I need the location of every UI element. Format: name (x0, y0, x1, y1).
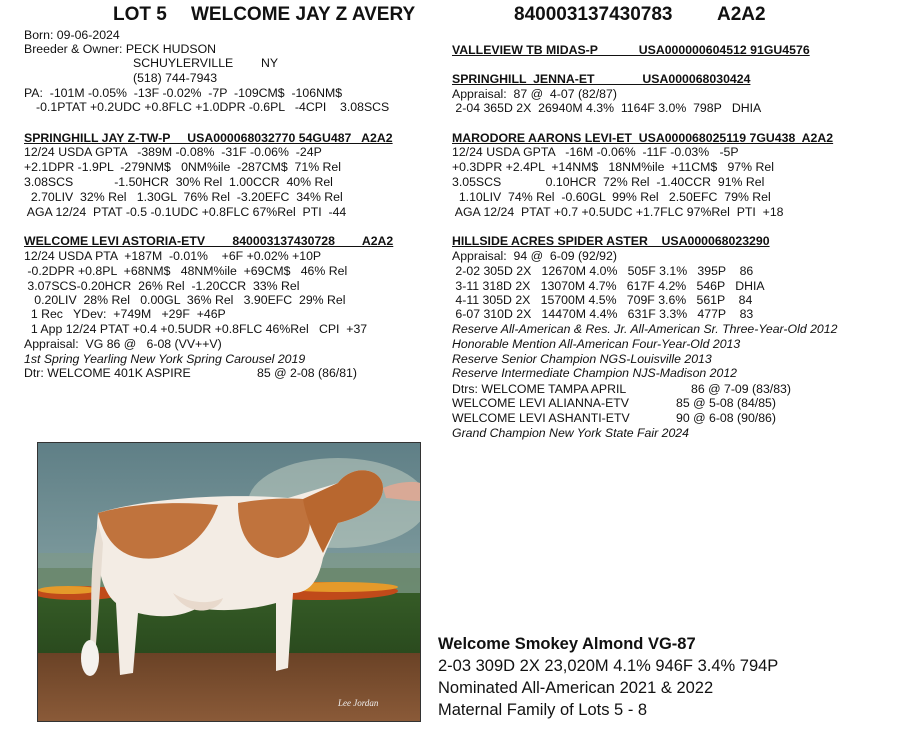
dam-dam-daughter: WELCOME LEVI ASHANTI-ETV (452, 411, 630, 425)
dam-dam-record: 4-11 305D 2X 15700M 4.5% 709F 3.6% 561P 84 (452, 293, 753, 307)
dam-sire-line: AGA 12/24 PTAT +0.7 +0.5UDC +1.7FLC 97%Rel PTI +18 (452, 205, 784, 219)
feature-record: 2-03 309D 2X 23,020M 4.1% 946F 3.4% 794P (438, 657, 779, 675)
dam-dam-daughter: WELCOME LEVI ALIANNA-ETV (452, 396, 629, 410)
sire-dam-line: 2-04 365D 2X 26940M 4.3% 1164F 3.0% 798P DHIA (452, 101, 762, 115)
born-date: Born: 09-06-2024 (24, 28, 120, 42)
dam-sire-title: MARODORE AARONS LEVI-ET USA000068025119 7GU438 A2A2 (452, 131, 834, 145)
sire-line: AGA 12/24 PTAT -0.5 -0.1UDC +0.8FLC 67%Rel PTI -44 (24, 205, 347, 219)
sire-sire-title: VALLEVIEW TB MIDAS-P USA000000604512 91GU4576 (452, 43, 810, 57)
dam-dam-record: 6-07 310D 2X 14470M 4.4% 631F 3.3% 477P 83 (452, 307, 754, 321)
dam-honor: 1st Spring Yearling New York Spring Carousel 2019 (24, 352, 306, 366)
dam-dam-grand-champion: Grand Champion New York State Fair 2024 (452, 426, 689, 440)
dam-dam-daughter-score: 86 @ 7-09 (83/83) (691, 382, 791, 396)
dam-appraisal: Appraisal: VG 86 @ 6-08 (VV++V) (24, 337, 222, 351)
dam-dam-honor: Reserve All-American & Res. Jr. All-American Sr. Three-Year-Old 2012 (452, 322, 838, 336)
dam-daughter-score: 85 @ 2-08 (86/81) (257, 366, 357, 380)
lot-number: LOT 5 (113, 4, 167, 25)
pa-line-1: PA: -101M -0.05% -13F -0.02% -7P -109CM$ -106NM$ (24, 86, 343, 100)
dam-dam-honor: Reserve Senior Champion NGS-Louisville 2013 (452, 352, 712, 366)
dam-dam-daughter-score: 85 @ 5-08 (84/85) (676, 396, 776, 410)
feature-family: Maternal Family of Lots 5 - 8 (438, 701, 648, 719)
state: NY (261, 56, 279, 70)
dam-dam-title: HILLSIDE ACRES SPIDER ASTER USA000068023290 (452, 234, 770, 248)
cow-illustration (38, 443, 420, 721)
dam-line: 0.20LIV 28% Rel 0.00GL 36% Rel 3.90EFC 29% Rel (24, 293, 346, 307)
dam-sire-line: 12/24 USDA GPTA -16M -0.06% -11F -0.03% -5P (452, 145, 739, 159)
dam-dam-appraisal: Appraisal: 94 @ 6-09 (92/92) (452, 249, 617, 263)
dam-sire-line: +0.3DPR +2.4PL +14NM$ 18NM%ile +11CM$ 97% Rel (452, 160, 774, 174)
dam-sire-line: 3.05SCS 0.10HCR 72% Rel -1.40CCR 91% Rel (452, 175, 765, 189)
dam-line: 12/24 USDA PTA +187M -0.01% +6F +0.02% +10P (24, 249, 322, 263)
sire-dam-title: SPRINGHILL JENNA-ET USA000068030424 (452, 72, 751, 86)
dam-line: 1 Rec YDev: +749M +29F +46P (24, 307, 226, 321)
dam-daughter: Dtr: WELCOME 401K ASPIRE (24, 366, 191, 380)
sire-line: 3.08SCS -1.50HCR 30% Rel 1.00CCR 40% Rel (24, 175, 333, 189)
city: SCHUYLERVILLE (133, 56, 234, 70)
dam-line: 1 App 12/24 PTAT +0.4 +0.5UDR +0.8FLC 46%Rel CPI +37 (24, 322, 368, 336)
sire-title: SPRINGHILL JAY Z-TW-P USA000068032770 54GU487 A2A2 (24, 131, 393, 145)
dam-dam-honor: Reserve Intermediate Champion NJS-Madison 2012 (452, 366, 738, 380)
beta-casein: A2A2 (717, 4, 766, 25)
feature-title: Welcome Smokey Almond VG-87 (438, 635, 696, 653)
pa-line-2: -0.1PTAT +0.2UDC +0.8FLC +1.0DPR -0.6PL -4CPI 3.08SCS (36, 100, 390, 114)
cow-photo (37, 442, 421, 722)
dam-line: -0.2DPR +0.8PL +68NM$ 48NM%ile +69CM$ 46% Rel (24, 264, 348, 278)
sire-line: 12/24 USDA GPTA -389M -0.08% -31F -0.06% -24P (24, 145, 322, 159)
phone: (518) 744-7943 (133, 71, 218, 85)
photo-credit: Lee Jordan (338, 698, 379, 708)
dam-dam-daughter-score: 90 @ 6-08 (90/86) (676, 411, 776, 425)
breeder-owner: Breeder & Owner: PECK HUDSON (24, 42, 217, 56)
dam-line: 3.07SCS-0.20HCR 26% Rel -1.20CCR 33% Rel (24, 279, 300, 293)
dam-dam-daughter: Dtrs: WELCOME TAMPA APRIL (452, 382, 627, 396)
sire-dam-line: Appraisal: 87 @ 4-07 (82/87) (452, 87, 617, 101)
sire-line: +2.1DPR -1.9PL -279NM$ 0NM%ile -287CM$ 71% Rel (24, 160, 342, 174)
sire-line: 2.70LIV 32% Rel 1.30GL 76% Rel -3.20EFC 34% Rel (24, 190, 343, 204)
dam-dam-record: 2-02 305D 2X 12670M 4.0% 505F 3.1% 395P 86 (452, 264, 754, 278)
dam-sire-line: 1.10LIV 74% Rel -0.60GL 99% Rel 2.50EFC 79% Rel (452, 190, 771, 204)
feature-nomination: Nominated All-American 2021 & 2022 (438, 679, 714, 697)
dam-title: WELCOME LEVI ASTORIA-ETV 840003137430728 A2A2 (24, 234, 394, 248)
dam-dam-record: 3-11 318D 2X 13070M 4.7% 617F 4.2% 546P DHIA (452, 279, 765, 293)
dam-dam-honor: Honorable Mention All-American Four-Year-Old 2013 (452, 337, 741, 351)
registration-number: 840003137430783 (514, 4, 673, 25)
animal-name: WELCOME JAY Z AVERY (191, 4, 416, 25)
